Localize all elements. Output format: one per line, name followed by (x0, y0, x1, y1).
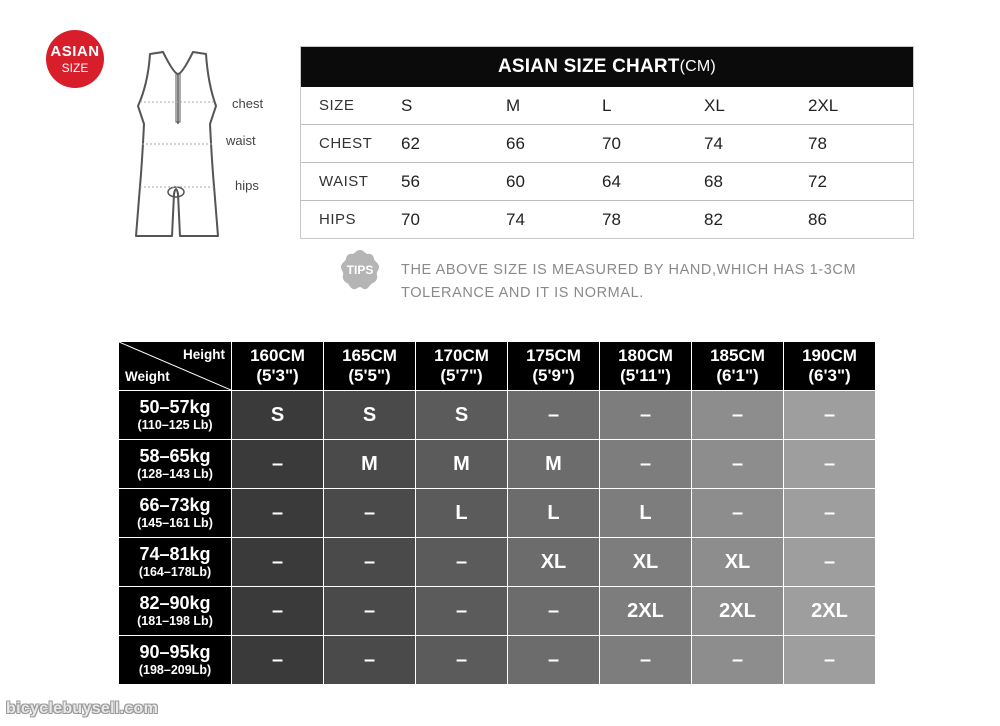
size-cell: – (784, 391, 876, 440)
size-cell: – (600, 636, 692, 685)
chart-cell: M (506, 95, 521, 115)
chart-cell: L (602, 95, 612, 115)
size-cell: – (692, 440, 784, 489)
size-cell: L (600, 489, 692, 538)
chart-title-unit: (CM) (679, 58, 716, 75)
height-ft: (6'3") (808, 366, 851, 385)
chart-cell: 72 (808, 171, 827, 191)
corner-weight-label: Weight (125, 369, 170, 384)
chart-row-label: WAIST (319, 173, 369, 190)
waist-label: waist (226, 133, 256, 148)
size-cell: – (324, 538, 416, 587)
height-cm: 175CM (526, 346, 581, 365)
size-cell: – (508, 587, 600, 636)
size-cell: – (692, 489, 784, 538)
size-cell: XL (508, 538, 600, 587)
weight-kg: 58–65kg (139, 446, 211, 466)
chart-cell: 82 (704, 209, 723, 229)
chart-row-label: HIPS (319, 211, 357, 228)
tips-text (401, 259, 921, 305)
chart-cell: 74 (506, 209, 525, 229)
weight-kg: 82–90kg (139, 593, 211, 613)
size-cell: M (324, 440, 416, 489)
chart-cell: S (401, 95, 413, 115)
chart-row (301, 124, 913, 162)
height-header (324, 342, 416, 391)
size-cell: – (508, 391, 600, 440)
chart-cell: 66 (506, 133, 525, 153)
height-ft: (5'7") (440, 366, 483, 385)
height-header (508, 342, 600, 391)
weight-header (119, 587, 232, 636)
size-cell: – (232, 489, 324, 538)
corner-cell (119, 342, 232, 391)
corner-height-label: Height (183, 347, 225, 362)
trisuit-diagram-icon (118, 44, 288, 244)
size-cell: S (324, 391, 416, 440)
size-cell: – (324, 489, 416, 538)
height-ft: (5'11") (620, 366, 671, 385)
size-cell: – (232, 538, 324, 587)
size-cell: – (416, 587, 508, 636)
size-cell: – (416, 636, 508, 685)
weight-lb: (181–198 Lb) (137, 614, 213, 628)
weight-height-body (119, 342, 876, 685)
size-cell: S (232, 391, 324, 440)
height-cm: 185CM (710, 346, 765, 365)
size-cell: – (232, 587, 324, 636)
chart-cell: 62 (401, 133, 420, 153)
chart-row (301, 87, 913, 124)
chart-cell: XL (704, 95, 725, 115)
chart-row (301, 162, 913, 200)
size-cell: – (692, 391, 784, 440)
size-cell: – (784, 489, 876, 538)
weight-header (119, 440, 232, 489)
chart-cell: 70 (401, 209, 420, 229)
height-ft: (6'1") (716, 366, 759, 385)
size-cell: L (508, 489, 600, 538)
height-header (692, 342, 784, 391)
size-cell: M (508, 440, 600, 489)
height-cm: 190CM (802, 346, 857, 365)
height-header (600, 342, 692, 391)
size-cell: L (416, 489, 508, 538)
weight-row (119, 440, 876, 489)
height-ft: (5'5") (348, 366, 391, 385)
weight-kg: 74–81kg (139, 544, 211, 564)
weight-row (119, 636, 876, 685)
weight-row (119, 587, 876, 636)
height-header (416, 342, 508, 391)
size-cell: – (784, 440, 876, 489)
size-cell: 2XL (784, 587, 876, 636)
weight-lb: (164–178Lb) (138, 565, 212, 579)
weight-height-header-row (119, 342, 876, 391)
height-cm: 180CM (618, 346, 673, 365)
weight-lb: (128–143 Lb) (137, 467, 213, 481)
size-cell: 2XL (600, 587, 692, 636)
weight-kg: 90–95kg (139, 642, 211, 662)
height-cm: 160CM (250, 346, 305, 365)
weight-row (119, 489, 876, 538)
size-cell: – (600, 391, 692, 440)
chart-cell: 2XL (808, 95, 839, 115)
chart-cell: 78 (808, 133, 827, 153)
watermark: bicyclebuysell.com (6, 700, 159, 717)
badge-line2: SIZE (61, 61, 89, 75)
height-header (232, 342, 324, 391)
size-cell: XL (692, 538, 784, 587)
height-cm: 165CM (342, 346, 397, 365)
size-cell: – (600, 440, 692, 489)
size-cell: – (324, 587, 416, 636)
size-cell: – (692, 636, 784, 685)
weight-header (119, 489, 232, 538)
chart-cell: 60 (506, 171, 525, 191)
chart-cell: 78 (602, 209, 621, 229)
chart-title (301, 47, 913, 87)
chart-title-text: ASIAN SIZE CHART (498, 56, 680, 77)
chart-cell: 68 (704, 171, 723, 191)
asian-size-chart (300, 46, 914, 239)
size-cell: S (416, 391, 508, 440)
chart-cell: 86 (808, 209, 827, 229)
size-cell: – (784, 538, 876, 587)
weight-row (119, 538, 876, 587)
size-cell: – (784, 636, 876, 685)
hips-label: hips (235, 178, 259, 193)
weight-lb: (198–209Lb) (138, 663, 212, 677)
size-cell: – (416, 538, 508, 587)
tips-line1: THE ABOVE SIZE IS MEASURED BY HAND,WHICH HAS 1-3CM (401, 262, 857, 278)
chest-label: chest (232, 96, 264, 111)
size-cell: – (508, 636, 600, 685)
size-cell: 2XL (692, 587, 784, 636)
chart-cell: 64 (602, 171, 621, 191)
weight-header (119, 636, 232, 685)
height-ft: (5'9") (532, 366, 575, 385)
weight-row (119, 391, 876, 440)
weight-height-table (118, 341, 876, 685)
asian-size-badge (46, 30, 104, 88)
chart-row-label: SIZE (319, 97, 355, 114)
tips-icon-text: TIPS (346, 263, 374, 277)
chart-cell: 56 (401, 171, 420, 191)
height-header (784, 342, 876, 391)
chart-cell: 74 (704, 133, 723, 153)
chart-rows (301, 87, 913, 238)
chart-row (301, 200, 913, 238)
height-ft: (5'3") (256, 366, 299, 385)
size-cell: M (416, 440, 508, 489)
size-cell: – (324, 636, 416, 685)
chart-cell: 70 (602, 133, 621, 153)
weight-header (119, 391, 232, 440)
tips-icon (338, 248, 382, 292)
chart-row-label: CHEST (319, 135, 373, 152)
size-cell: XL (600, 538, 692, 587)
height-cm: 170CM (434, 346, 489, 365)
weight-header (119, 538, 232, 587)
weight-lb: (110–125 Lb) (137, 418, 213, 432)
badge-line1: ASIAN (50, 43, 100, 60)
size-cell: – (232, 636, 324, 685)
weight-kg: 50–57kg (139, 397, 211, 417)
weight-lb: (145–161 Lb) (137, 516, 213, 530)
tips-line2: TOLERANCE AND IT IS NORMAL. (401, 285, 644, 301)
size-cell: – (232, 440, 324, 489)
weight-kg: 66–73kg (139, 495, 211, 515)
